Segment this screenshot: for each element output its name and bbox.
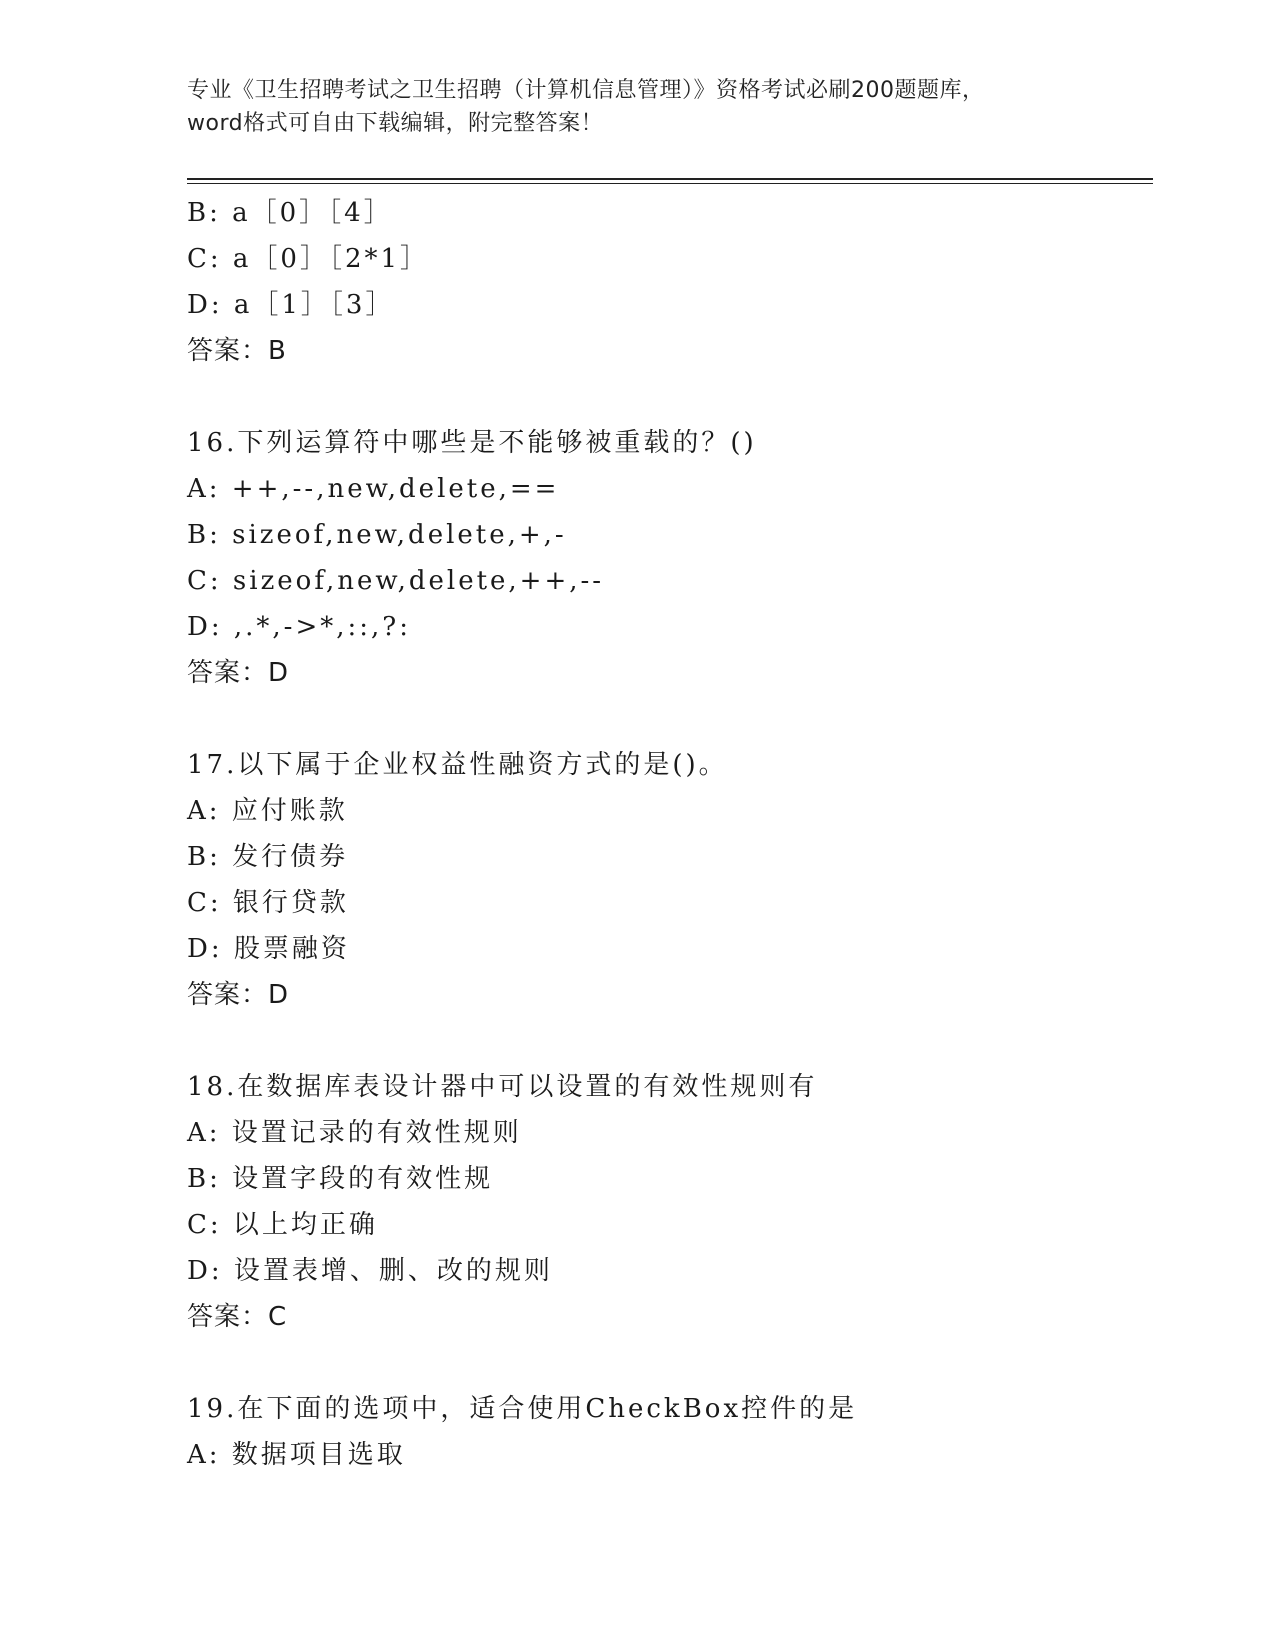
answer-line: 答案：C — [187, 1302, 288, 1332]
option-a: A: ++,--,new,delete,== — [187, 474, 560, 504]
header-line-1: 专业《卫生招聘考试之卫生招聘（计算机信息管理）》资格考试必刷200题题库， — [187, 78, 985, 103]
option-a: A: 设置记录的有效性规则 — [187, 1118, 522, 1148]
header-line-2: word格式可自由下载编辑，附完整答案！ — [187, 111, 604, 136]
answer-line: 答案：D — [187, 980, 290, 1010]
question-block-15-continued — [187, 190, 1153, 374]
question-block-19 — [187, 1386, 1153, 1478]
question-text: 17.以下属于企业权益性融资方式的是()。 — [187, 750, 728, 780]
spacer — [187, 696, 1153, 742]
option-c: C: 以上均正确 — [187, 1210, 378, 1240]
option-a: A: 数据项目选取 — [187, 1440, 406, 1470]
option-a: A: 应付账款 — [187, 796, 348, 826]
question-list — [187, 190, 1153, 1478]
option-c: C: a［0］［2*1］ — [187, 244, 430, 274]
spacer — [187, 1340, 1153, 1386]
option-d: D: ,.*,->*,::,?: — [187, 612, 411, 642]
document-header — [187, 74, 1087, 140]
option-b: B: 发行债券 — [187, 842, 349, 872]
option-c: C: 银行贷款 — [187, 888, 349, 918]
question-block-16 — [187, 420, 1153, 696]
question-block-17 — [187, 742, 1153, 1018]
option-b: B: a［0］［4］ — [187, 198, 393, 228]
header-divider-thick — [187, 178, 1153, 180]
spacer — [187, 1018, 1153, 1064]
option-b: B: sizeof,new,delete,+,- — [187, 520, 567, 550]
option-d: D: 股票融资 — [187, 934, 350, 964]
option-d: D: a［1］［3］ — [187, 290, 395, 320]
answer-line: 答案：B — [187, 336, 287, 366]
option-b: B: 设置字段的有效性规 — [187, 1164, 494, 1194]
question-text: 18.在数据库表设计器中可以设置的有效性规则有 — [187, 1072, 818, 1102]
question-text: 19.在下面的选项中，适合使用CheckBox控件的是 — [187, 1394, 858, 1424]
option-c: C: sizeof,new,delete,++,-- — [187, 566, 605, 596]
spacer — [187, 374, 1153, 420]
option-d: D: 设置表增、删、改的规则 — [187, 1256, 553, 1286]
answer-line: 答案：D — [187, 658, 290, 688]
header-divider-thin — [187, 183, 1153, 184]
question-block-18 — [187, 1064, 1153, 1340]
question-text: 16.下列运算符中哪些是不能够被重载的？() — [187, 428, 757, 458]
